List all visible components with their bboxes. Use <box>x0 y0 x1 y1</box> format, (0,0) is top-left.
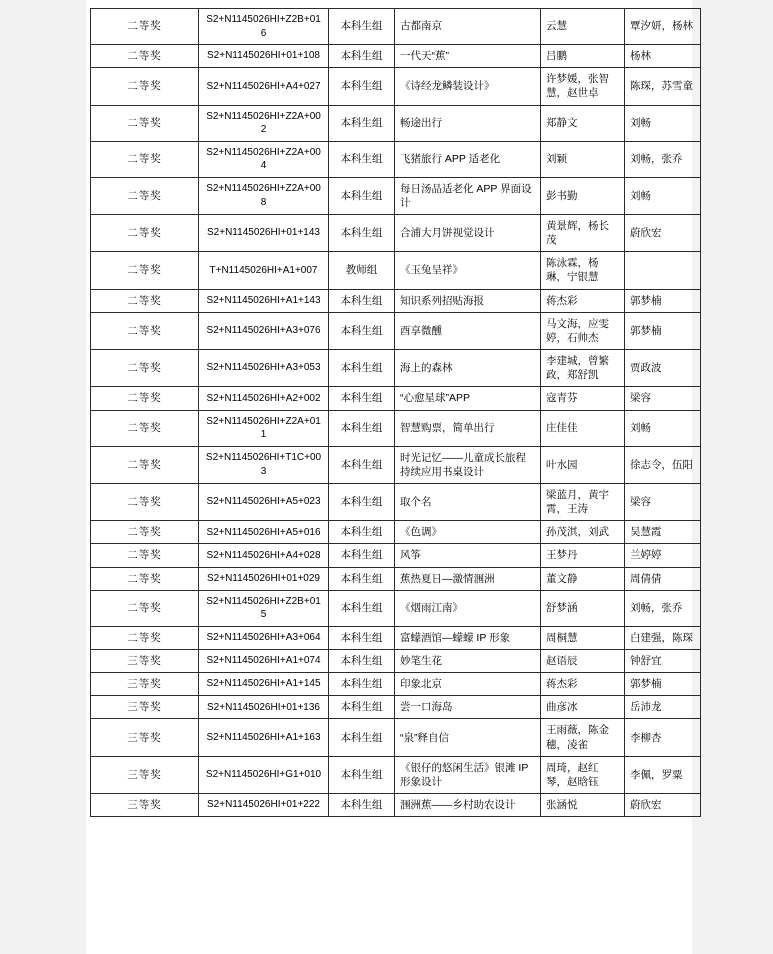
cell-teacher: 刘畅 <box>625 105 701 141</box>
cell-award: 三等奖 <box>91 649 199 672</box>
cell-code: S2+N1145026HI+A3+076 <box>199 312 329 349</box>
table-row <box>91 68 701 105</box>
cell-title: 《色调》 <box>395 521 541 544</box>
cell-author: 蒋杰彩 <box>541 289 625 312</box>
cell-group: 本科生组 <box>329 387 395 410</box>
cell-award: 三等奖 <box>91 673 199 696</box>
cell-teacher: 蔚欣宏 <box>625 214 701 251</box>
cell-group: 本科生组 <box>329 567 395 590</box>
cell-title: 富蠓酒馆—蠓蠓 IP 形象 <box>395 626 541 649</box>
cell-code: T+N1145026HI+A1+007 <box>199 252 329 289</box>
cell-group: 本科生组 <box>329 9 395 45</box>
cell-author: 舒梦涵 <box>541 590 625 626</box>
table-row <box>91 521 701 544</box>
cell-title: 海上的森林 <box>395 350 541 387</box>
cell-author: 陈泳霖，杨琳，宁银慧 <box>541 252 625 289</box>
cell-teacher <box>625 252 701 289</box>
cell-award: 二等奖 <box>91 177 199 214</box>
cell-author: 王梦丹 <box>541 544 625 567</box>
cell-award: 二等奖 <box>91 590 199 626</box>
cell-code: S2+N1145026HI+Z2A+011 <box>199 410 329 446</box>
cell-teacher: 覃汐妍，杨林 <box>625 9 701 45</box>
cell-title: 涠洲蕉——乡村助农设计 <box>395 794 541 817</box>
cell-teacher: 吴慧霞 <box>625 521 701 544</box>
cell-award: 二等奖 <box>91 544 199 567</box>
cell-teacher: 郭梦楠 <box>625 312 701 349</box>
cell-group: 本科生组 <box>329 350 395 387</box>
cell-code: S2+N1145026HI+01+029 <box>199 567 329 590</box>
cell-group: 本科生组 <box>329 214 395 251</box>
cell-author: 寇青芬 <box>541 387 625 410</box>
cell-group: 本科生组 <box>329 446 395 483</box>
table-row <box>91 387 701 410</box>
cell-author: 赵语辰 <box>541 649 625 672</box>
page-margin-left <box>0 0 86 954</box>
cell-teacher: 李柳杏 <box>625 719 701 756</box>
cell-teacher: 刘畅，张乔 <box>625 590 701 626</box>
cell-code: S2+N1145026HI+A2+002 <box>199 387 329 410</box>
cell-title: 妙笔生花 <box>395 649 541 672</box>
table-row <box>91 410 701 446</box>
cell-award: 三等奖 <box>91 719 199 756</box>
cell-teacher: 徐志令，伍阳 <box>625 446 701 483</box>
cell-code: S2+N1145026HI+T1C+003 <box>199 446 329 483</box>
cell-award: 三等奖 <box>91 756 199 793</box>
cell-group: 本科生组 <box>329 794 395 817</box>
table-row <box>91 177 701 214</box>
table-row <box>91 696 701 719</box>
cell-author: 李建城，曾繁政，郑舒凯 <box>541 350 625 387</box>
cell-award: 三等奖 <box>91 794 199 817</box>
cell-author: 叶水园 <box>541 446 625 483</box>
cell-award: 三等奖 <box>91 696 199 719</box>
cell-teacher: 梁容 <box>625 387 701 410</box>
cell-award: 二等奖 <box>91 350 199 387</box>
table-row <box>91 45 701 68</box>
cell-teacher: 杨林 <box>625 45 701 68</box>
cell-code: S2+N1145026HI+01+108 <box>199 45 329 68</box>
cell-teacher: 郭梦楠 <box>625 673 701 696</box>
cell-teacher: 刘畅，张乔 <box>625 141 701 177</box>
cell-group: 本科生组 <box>329 673 395 696</box>
cell-award: 二等奖 <box>91 387 199 410</box>
cell-author: 郑静文 <box>541 105 625 141</box>
cell-teacher: 钟舒宜 <box>625 649 701 672</box>
cell-title: 《诗经龙鳞装设计》 <box>395 68 541 105</box>
cell-author: 庄佳佳 <box>541 410 625 446</box>
table-row <box>91 312 701 349</box>
cell-teacher: 周倩倩 <box>625 567 701 590</box>
cell-author: 周桐慧 <box>541 626 625 649</box>
cell-title: 风筝 <box>395 544 541 567</box>
table-row <box>91 289 701 312</box>
cell-title: 古都南京 <box>395 9 541 45</box>
cell-author: 王雨薇，陈金穗，凌雀 <box>541 719 625 756</box>
table-row <box>91 649 701 672</box>
cell-teacher: 李佩，罗粟 <box>625 756 701 793</box>
cell-author: 孙茂淇，刘武 <box>541 521 625 544</box>
page-content <box>86 0 692 954</box>
cell-code: S2+N1145026HI+A1+145 <box>199 673 329 696</box>
cell-award: 二等奖 <box>91 410 199 446</box>
table-row <box>91 141 701 177</box>
cell-author: 张涵悦 <box>541 794 625 817</box>
cell-group: 本科生组 <box>329 521 395 544</box>
cell-teacher: 岳沛龙 <box>625 696 701 719</box>
cell-code: S2+N1145026HI+Z2B+016 <box>199 9 329 45</box>
table-row <box>91 446 701 483</box>
cell-award: 二等奖 <box>91 214 199 251</box>
cell-code: S2+N1145026HI+A1+074 <box>199 649 329 672</box>
cell-author: 吕鹏 <box>541 45 625 68</box>
table-row <box>91 590 701 626</box>
cell-code: S2+N1145026HI+01+222 <box>199 794 329 817</box>
cell-award: 二等奖 <box>91 9 199 45</box>
cell-group: 本科生组 <box>329 544 395 567</box>
cell-group: 本科生组 <box>329 289 395 312</box>
cell-title: 蕉热夏日—激情涠洲 <box>395 567 541 590</box>
cell-teacher: 兰婷婷 <box>625 544 701 567</box>
cell-award: 二等奖 <box>91 289 199 312</box>
table-row <box>91 544 701 567</box>
table-row <box>91 794 701 817</box>
cell-title: 印象北京 <box>395 673 541 696</box>
cell-group: 本科生组 <box>329 626 395 649</box>
cell-group: 本科生组 <box>329 141 395 177</box>
table-row <box>91 214 701 251</box>
cell-teacher: 陈琛，苏雪童 <box>625 68 701 105</box>
cell-title: 时光记忆——儿童成长旅程持续应用书桌设计 <box>395 446 541 483</box>
cell-award: 二等奖 <box>91 105 199 141</box>
cell-teacher: 白建强，陈琛 <box>625 626 701 649</box>
cell-code: S2+N1145026HI+Z2A+008 <box>199 177 329 214</box>
cell-title: 酉享微醺 <box>395 312 541 349</box>
table-row <box>91 673 701 696</box>
table-row <box>91 567 701 590</box>
table-row <box>91 756 701 793</box>
cell-code: S2+N1145026HI+A5+023 <box>199 483 329 520</box>
cell-title: 畅途出行 <box>395 105 541 141</box>
cell-group: 本科生组 <box>329 719 395 756</box>
award-table <box>90 8 701 817</box>
cell-code: S2+N1145026HI+A1+143 <box>199 289 329 312</box>
cell-code: S2+N1145026HI+A4+027 <box>199 68 329 105</box>
cell-author: 刘颖 <box>541 141 625 177</box>
cell-teacher: 郭梦楠 <box>625 289 701 312</box>
table-row <box>91 626 701 649</box>
cell-teacher: 蔚欣宏 <box>625 794 701 817</box>
cell-group: 本科生组 <box>329 590 395 626</box>
cell-teacher: 贾政波 <box>625 350 701 387</box>
cell-author: 黄景辉，杨长茂 <box>541 214 625 251</box>
cell-award: 二等奖 <box>91 141 199 177</box>
cell-group: 本科生组 <box>329 312 395 349</box>
cell-award: 二等奖 <box>91 446 199 483</box>
cell-author: 蒋杰彩 <box>541 673 625 696</box>
cell-group: 教师组 <box>329 252 395 289</box>
cell-group: 本科生组 <box>329 649 395 672</box>
cell-title: 合浦大月饼视觉设计 <box>395 214 541 251</box>
cell-title: 知识系列招贴海报 <box>395 289 541 312</box>
cell-title: 《玉兔呈祥》 <box>395 252 541 289</box>
cell-award: 二等奖 <box>91 483 199 520</box>
table-row <box>91 252 701 289</box>
cell-title: 智慧购票，简单出行 <box>395 410 541 446</box>
award-table-body <box>91 9 701 817</box>
cell-group: 本科生组 <box>329 696 395 719</box>
table-row <box>91 719 701 756</box>
cell-title: 飞猪旅行 APP 适老化 <box>395 141 541 177</box>
cell-author: 彭书勤 <box>541 177 625 214</box>
table-row <box>91 483 701 520</box>
cell-author: 许梦媛，张智慧，赵世卓 <box>541 68 625 105</box>
cell-code: S2+N1145026HI+Z2B+015 <box>199 590 329 626</box>
cell-code: S2+N1145026HI+Z2A+004 <box>199 141 329 177</box>
cell-code: S2+N1145026HI+A3+053 <box>199 350 329 387</box>
cell-author: 云慧 <box>541 9 625 45</box>
cell-title: “心愈星球”APP <box>395 387 541 410</box>
cell-code: S2+N1145026HI+A4+028 <box>199 544 329 567</box>
cell-title: 一代天“蕉” <box>395 45 541 68</box>
cell-award: 二等奖 <box>91 567 199 590</box>
cell-title: 取个名 <box>395 483 541 520</box>
cell-code: S2+N1145026HI+G1+010 <box>199 756 329 793</box>
cell-author: 周琦，赵红琴，赵晗钰 <box>541 756 625 793</box>
page-margin-right <box>692 0 773 954</box>
cell-award: 二等奖 <box>91 68 199 105</box>
cell-author: 马文海，应雯婷，石帅杰 <box>541 312 625 349</box>
cell-code: S2+N1145026HI+Z2A+002 <box>199 105 329 141</box>
cell-code: S2+N1145026HI+A5+016 <box>199 521 329 544</box>
cell-group: 本科生组 <box>329 756 395 793</box>
cell-title: 《烟雨江南》 <box>395 590 541 626</box>
cell-title: 《银仔的悠闲生活》银滩 IP 形象设计 <box>395 756 541 793</box>
cell-teacher: 刘畅 <box>625 177 701 214</box>
table-row <box>91 9 701 45</box>
cell-title: “泉”释自信 <box>395 719 541 756</box>
cell-award: 二等奖 <box>91 252 199 289</box>
table-row <box>91 350 701 387</box>
cell-award: 二等奖 <box>91 45 199 68</box>
cell-group: 本科生组 <box>329 68 395 105</box>
cell-group: 本科生组 <box>329 105 395 141</box>
cell-code: S2+N1145026HI+A3+064 <box>199 626 329 649</box>
cell-code: S2+N1145026HI+A1+163 <box>199 719 329 756</box>
cell-group: 本科生组 <box>329 483 395 520</box>
cell-code: S2+N1145026HI+01+143 <box>199 214 329 251</box>
cell-code: S2+N1145026HI+01+136 <box>199 696 329 719</box>
cell-title: 尝一口海岛 <box>395 696 541 719</box>
cell-teacher: 梁容 <box>625 483 701 520</box>
cell-award: 二等奖 <box>91 312 199 349</box>
cell-author: 董文静 <box>541 567 625 590</box>
cell-author: 曲彦冰 <box>541 696 625 719</box>
cell-award: 二等奖 <box>91 521 199 544</box>
cell-award: 二等奖 <box>91 626 199 649</box>
cell-title: 每日汤品适老化 APP 界面设计 <box>395 177 541 214</box>
cell-group: 本科生组 <box>329 410 395 446</box>
cell-author: 梁蓝月，黄宇霄，王涛 <box>541 483 625 520</box>
cell-teacher: 刘畅 <box>625 410 701 446</box>
cell-group: 本科生组 <box>329 45 395 68</box>
cell-group: 本科生组 <box>329 177 395 214</box>
table-row <box>91 105 701 141</box>
